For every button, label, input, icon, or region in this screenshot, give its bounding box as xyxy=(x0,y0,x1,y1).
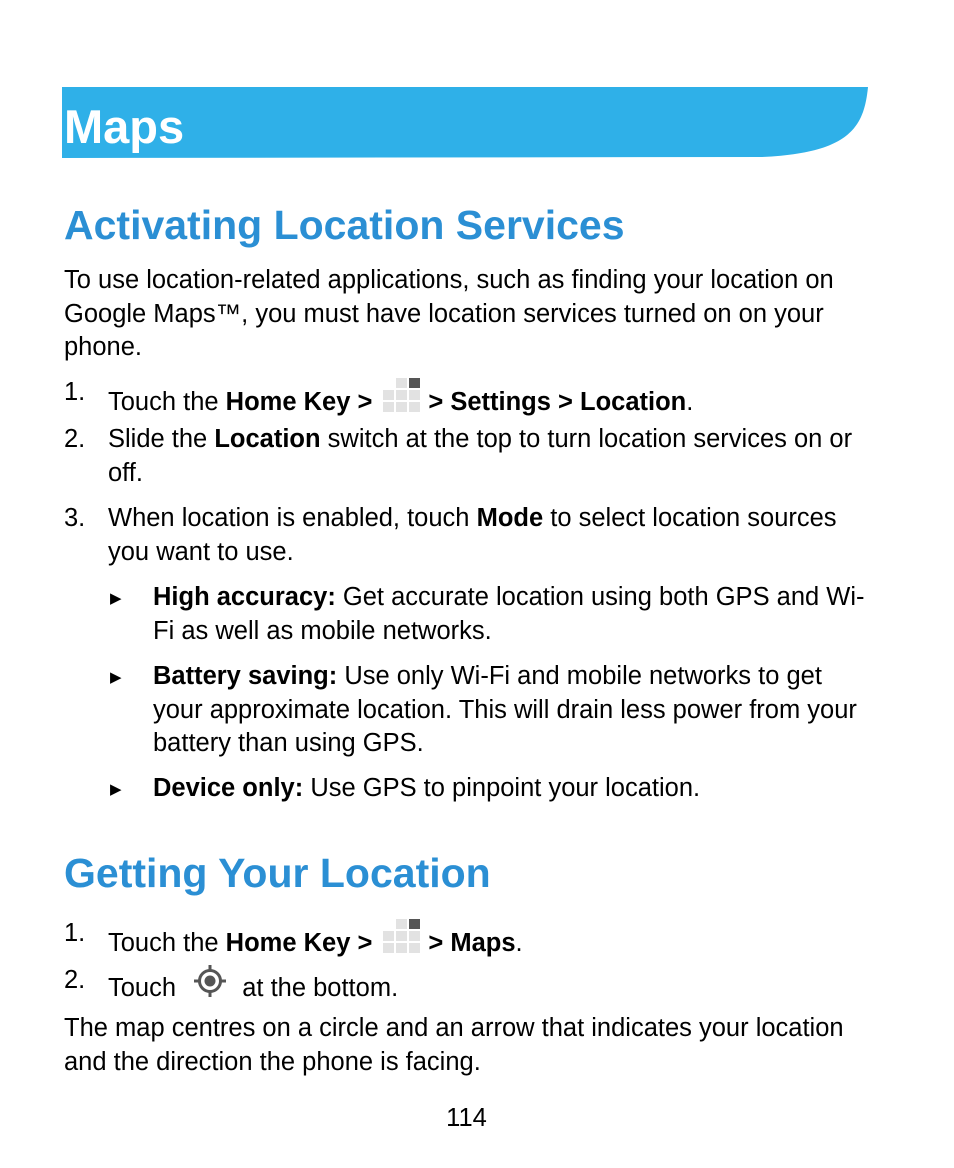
mode-item-high-accuracy: High accuracy: Get accurate location using both GPS and Wi-Fi as well as mobile networks. xyxy=(153,583,865,645)
step-item: Slide the Location switch at the top to turn location services on or off. xyxy=(108,425,853,487)
bullet-arrow-icon: ▶ xyxy=(110,781,122,798)
mode-item-device-only: Device only: Use GPS to pinpoint your location. xyxy=(153,774,701,802)
step-number: 2. xyxy=(64,425,86,453)
step-number: 2. xyxy=(64,966,86,994)
bullet-arrow-icon: ▶ xyxy=(110,590,122,607)
section-heading-activating: Activating Location Services xyxy=(64,202,625,248)
page-number: 114 xyxy=(446,1104,487,1132)
bullet-arrow-icon: ▶ xyxy=(110,669,122,686)
apps-grid-icon xyxy=(382,917,422,965)
my-location-icon xyxy=(193,964,227,1008)
chapter-banner xyxy=(62,87,868,159)
step-item: When location is enabled, touch Mode to select location sources you want to use. xyxy=(108,504,837,566)
outro-paragraph: The map centres on a circle and an arrow that indicates your location and the direction the phone is facing. xyxy=(64,1014,844,1076)
step-item: Touch the Home Key > > Maps. xyxy=(108,917,868,965)
apps-grid-icon xyxy=(382,376,422,424)
step-item: Touch the Home Key > > Settings > Location. xyxy=(108,376,868,424)
mode-item-battery-saving: Battery saving: Use only Wi-Fi and mobile networks to get your approximate location. This will drain less power from your battery than using GPS. xyxy=(153,662,857,757)
section-heading-getting-location: Getting Your Location xyxy=(64,850,491,896)
step-number: 3. xyxy=(64,504,86,532)
intro-paragraph: To use location-related applications, such as finding your location on Google Maps™, you must have location services turned on on your phone. xyxy=(64,266,834,361)
step-number: 1. xyxy=(64,919,86,947)
step-number: 1. xyxy=(64,378,86,406)
step-item: Touch at the bottom. xyxy=(108,964,868,1008)
chapter-title: Maps xyxy=(64,100,185,153)
